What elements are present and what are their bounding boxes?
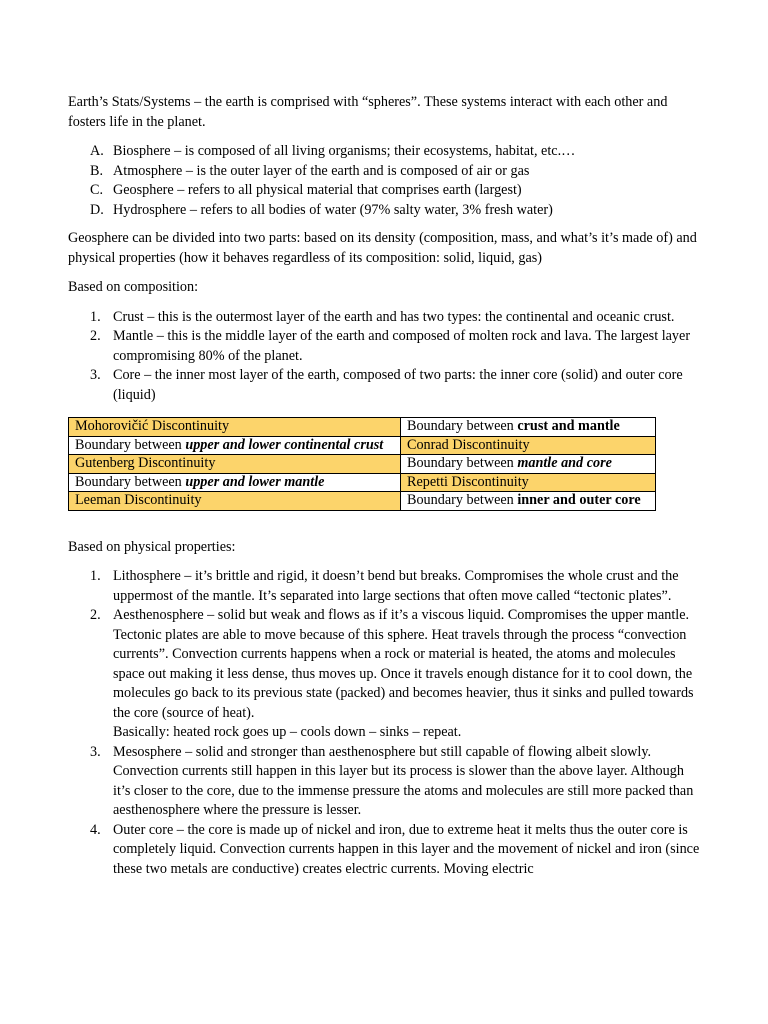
list-item-text: Core – the inner most layer of the earth, composed of two parts: the inner core (solid) and outer core (liquid)	[113, 367, 683, 403]
list-item	[68, 606, 704, 743]
list-item-text: Geosphere – refers to all physical material that comprises earth (largest)	[113, 182, 522, 198]
list-item-text: Aesthenosphere – solid but weak and flows as if it’s a viscous liquid. Compromises the upper mantle. Tectonic plates are able to move because of this sphere. Heat travels through the process “convection currents”. Convection currents happens when a rock or material is heated, the atoms and molecules space out making it less dense, thus moves up. Once it travels enough distance for it to cool down, the molecules go back to its previous state (packed) and becomes heavier, thus it sinks and pulled towards the core (source of heat).	[113, 607, 694, 721]
list-marker: 2.	[90, 328, 101, 344]
boundary-layers: crust and mantle	[517, 418, 620, 434]
list-item-text: Crust – this is the outermost layer of the earth and has two types: the continental and oceanic crust.	[113, 308, 675, 325]
list-item	[68, 201, 704, 221]
list-marker: 3.	[90, 367, 101, 383]
physical-list	[68, 567, 704, 879]
list-item	[68, 366, 704, 405]
list-item	[68, 821, 704, 880]
boundary-prefix: Boundary between	[75, 473, 186, 490]
list-item-text: Mesosphere – solid and stronger than aesthenosphere but still capable of flowing albeit slowly. Convection currents still happen in this layer but its process is slower than the above layer. Although it’s closer to the core, due to the immense pressure the atoms and molecules are still more packed than aesthenosphere where the pressure is lesser.	[113, 743, 694, 818]
boundary-cell	[401, 418, 656, 437]
list-marker: B.	[90, 162, 104, 179]
document-body	[68, 93, 704, 879]
list-marker: 4.	[90, 821, 101, 838]
table-row	[69, 492, 656, 511]
boundary-cell	[69, 473, 401, 492]
physical-heading: Based on physical properties:	[68, 538, 236, 555]
list-item-text: Outer core – the core is made up of nickel and iron, due to extreme heat it melts thus the outer core is completely liquid. Convection currents happen in this layer and the movement of nickel and iron (since these two metals are conductive) creates electric currents. Moving electric	[113, 821, 700, 877]
list-item	[68, 567, 704, 606]
boundary-layers: upper and lower mantle	[185, 473, 325, 490]
list-marker: 2.	[90, 607, 101, 623]
geosphere-paragraph: Geosphere can be divided into two parts: based on its density (composition, mass, and what’s it’s made of) and physical properties (how it behaves regardless of its composition: solid, liquid, gas)	[68, 230, 697, 266]
spheres-list	[68, 142, 704, 220]
discontinuity-name: Conrad Discontinuity	[401, 436, 656, 455]
boundary-layers: inner and outer core	[517, 492, 641, 508]
discontinuity-name: Leeman Discontinuity	[69, 492, 401, 511]
boundary-layers: upper and lower continental crust	[185, 436, 384, 453]
list-marker: 1.	[90, 308, 101, 325]
composition-heading: Based on composition:	[68, 279, 199, 295]
boundary-prefix: Boundary between	[407, 492, 518, 508]
list-marker: C.	[90, 182, 104, 198]
table-row	[69, 455, 656, 474]
list-item-text: Hydrosphere – refers to all bodies of water (97% salty water, 3% fresh water)	[113, 201, 553, 218]
boundary-layers: mantle and core	[517, 455, 612, 471]
table-row	[69, 436, 656, 455]
list-item-text: Lithosphere – it’s brittle and rigid, it doesn’t bend but breaks. Compromises the whole crust and the uppermost of the mantle. It’s separated into large sections that often move called “tectonic plates”.	[113, 568, 679, 604]
list-item-text: Biosphere – is composed of all living organisms; their ecosystems, habitat, etc.…	[113, 143, 576, 159]
boundary-prefix: Boundary between	[407, 455, 518, 471]
summary-line: Basically: heated rock goes up – cools down – sinks – repeat.	[113, 724, 462, 740]
boundary-prefix: Boundary between	[75, 436, 186, 453]
list-marker: A.	[90, 143, 104, 159]
discontinuity-table	[68, 417, 656, 511]
list-marker: D.	[90, 201, 104, 218]
composition-list	[68, 308, 704, 406]
list-item-text: Mantle – this is the middle layer of the earth and composed of molten rock and lava. The largest layer compromising 80% of the planet.	[113, 328, 691, 364]
discontinuity-name: Repetti Discontinuity	[401, 473, 656, 492]
list-item	[68, 327, 704, 366]
discontinuity-name: Mohorovičić Discontinuity	[69, 418, 401, 437]
table-row	[69, 418, 656, 437]
list-item	[68, 181, 704, 201]
boundary-cell	[401, 455, 656, 474]
boundary-cell	[401, 492, 656, 511]
boundary-cell	[69, 436, 401, 455]
table-row	[69, 473, 656, 492]
list-item	[68, 743, 704, 821]
list-item	[68, 308, 704, 328]
discontinuity-name: Gutenberg Discontinuity	[69, 455, 401, 474]
intro-paragraph: Earth’s Stats/Systems – the earth is comprised with “spheres”. These systems interact with each other and fosters life in the planet.	[68, 94, 668, 130]
list-item	[68, 142, 704, 162]
list-marker: 3.	[90, 743, 101, 760]
list-marker: 1.	[90, 568, 101, 584]
list-item-text: Atmosphere – is the outer layer of the earth and is composed of air or gas	[113, 162, 530, 179]
list-item	[68, 162, 704, 182]
boundary-prefix: Boundary between	[407, 418, 518, 434]
